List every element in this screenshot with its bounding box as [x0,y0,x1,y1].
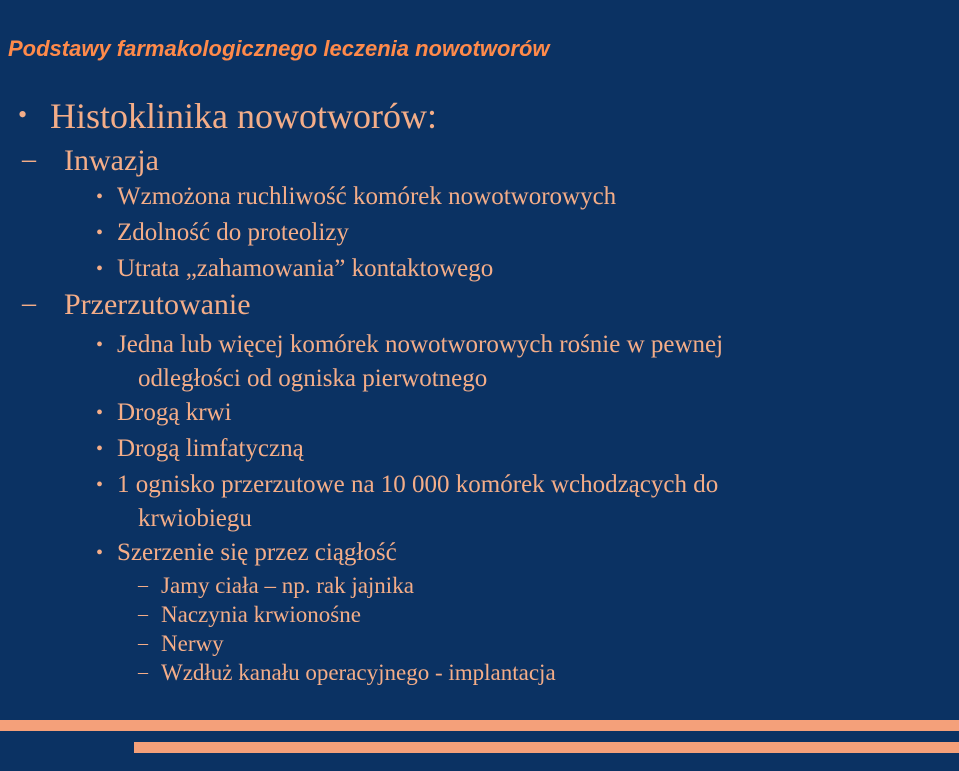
bullet-marker: • [96,542,104,564]
sub-list-item-text: Wzdłuż kanału operacyjnego - implantacja [161,660,556,685]
main-heading: Histoklinika nowotworów: [50,96,437,136]
bullet-marker: • [96,258,104,280]
list-item-text: Utrata „zahamowania” kontaktowego [117,255,494,282]
list-item-text: odległości od ogniska pierwotnego [138,365,488,392]
bullet-marker: • [96,334,104,356]
dash-marker: – [138,574,148,596]
dash-marker: – [138,603,148,625]
bullet-marker: • [96,402,104,424]
dash-marker: – [22,288,36,319]
sub-list-item-text: Nerwy [161,631,224,656]
bullet-marker: • [96,474,104,496]
list-item-text: krwiobiegu [138,505,252,532]
bullet-marker: • [96,438,104,460]
dash-marker: – [138,661,148,683]
bullet-marker: • [96,186,104,208]
list-item-text: Szerzenie się przez ciągłość [117,539,397,566]
sub-list-item-text: Naczynia krwionośne [161,602,361,627]
dash-marker: – [138,632,148,654]
list-item-text: Jedna lub więcej komórek nowotworowych rośnie w pewnej [117,331,724,358]
section-label: Inwazja [64,144,159,177]
dash-marker: – [22,144,36,175]
slide-title: Podstawy farmakologicznego leczenia nowotworów [8,36,550,61]
sub-list-item-text: Jamy ciała – np. rak jajnika [161,573,414,598]
bullet-marker: • [96,222,104,244]
list-item-text: 1 ognisko przerzutowe na 10 000 komórek wchodzących do [117,471,719,498]
list-item-text: Drogą krwi [117,399,232,426]
footer-stripe-lower [134,742,959,753]
list-item-text: Zdolność do proteolizy [117,219,349,246]
list-item-text: Drogą limfatyczną [117,435,304,462]
section-label: Przerzutowanie [64,288,251,321]
list-item-text: Wzmożona ruchliwość komórek nowotworowych [117,183,617,210]
bullet-marker: • [18,100,28,129]
footer-stripe-upper [0,720,959,731]
